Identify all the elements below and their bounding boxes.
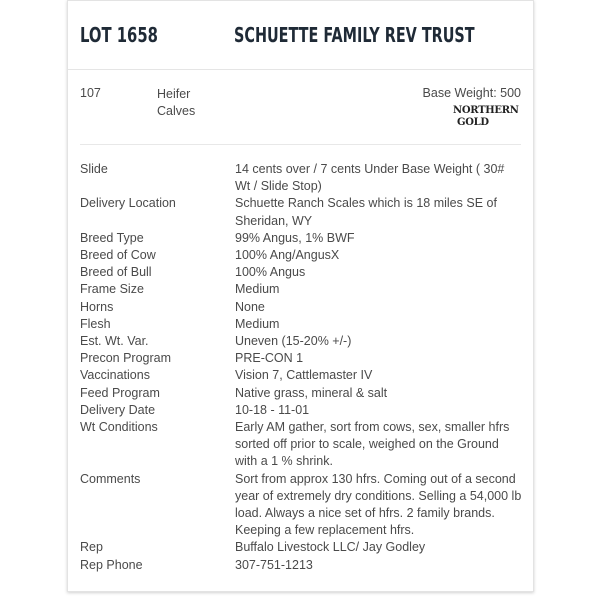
detail-label: Comments bbox=[80, 471, 141, 486]
detail-row bbox=[80, 471, 525, 540]
detail-value: 307-751-1213 bbox=[235, 557, 313, 572]
detail-value: PRE-CON 1 bbox=[235, 351, 304, 366]
detail-label: Vaccinations bbox=[80, 368, 150, 383]
detail-value: Schuette Ranch Scales which is 18 miles SE of Sheridan, WY bbox=[235, 196, 497, 228]
detail-label: Flesh bbox=[80, 316, 111, 331]
lot-header bbox=[68, 1, 533, 70]
detail-label: Delivery Location bbox=[80, 196, 176, 211]
lot-number: LOT 1658 bbox=[80, 23, 158, 47]
detail-row bbox=[80, 333, 525, 350]
detail-value: 14 cents over / 7 cents Under Base Weight ( 30# Wt / Slide Stop) bbox=[235, 162, 505, 194]
detail-row bbox=[80, 230, 525, 247]
detail-value: 99% Angus, 1% BWF bbox=[235, 230, 355, 245]
detail-label: Breed of Bull bbox=[80, 265, 152, 280]
detail-label: Feed Program bbox=[80, 385, 160, 400]
detail-label: Breed of Cow bbox=[80, 248, 156, 263]
detail-value: Early AM gather, sort from cows, sex, smaller hfrs sorted off prior to scale, weighed on the Ground with a 1 % shrink. bbox=[235, 420, 510, 469]
lot-summary bbox=[68, 70, 533, 147]
detail-value: None bbox=[235, 299, 265, 314]
detail-value: Sort from approx 130 hfrs. Coming out of a second year of extremely dry conditions. Selling a 54,000 lb load. Always a nice set of hfrs. 2 family brands. Keeping a few replacement hfrs. bbox=[235, 471, 522, 538]
cattle-class: Heifer Calves bbox=[157, 87, 196, 118]
detail-label: Delivery Date bbox=[80, 402, 156, 417]
detail-value: 10-18 - 11-01 bbox=[235, 402, 310, 417]
detail-row bbox=[80, 402, 525, 419]
detail-label: Breed Type bbox=[80, 230, 144, 245]
detail-value: Uneven (15-20% +/-) bbox=[235, 334, 352, 349]
detail-row bbox=[80, 367, 525, 384]
summary-divider bbox=[80, 144, 521, 145]
logo-line2: GOLD bbox=[457, 117, 489, 128]
base-weight: Base Weight: 500 bbox=[422, 86, 521, 100]
lot-card bbox=[67, 0, 534, 592]
detail-row bbox=[80, 419, 525, 471]
detail-value: Medium bbox=[235, 282, 280, 297]
lot-details bbox=[80, 161, 525, 574]
detail-label: Horns bbox=[80, 299, 114, 314]
detail-row bbox=[80, 195, 525, 229]
detail-row bbox=[80, 281, 525, 298]
detail-row bbox=[80, 350, 525, 367]
detail-value: 100% Ang/AngusX bbox=[235, 248, 340, 263]
northern-gold-logo-icon bbox=[449, 102, 521, 128]
detail-label: Est. Wt. Var. bbox=[80, 334, 149, 349]
detail-row bbox=[80, 161, 525, 195]
detail-label: Wt Conditions bbox=[80, 420, 158, 435]
detail-label: Slide bbox=[80, 162, 108, 176]
consignor-name: SCHUETTE FAMILY REV TRUST bbox=[234, 23, 475, 47]
detail-value: Vision 7, Cattlemaster IV bbox=[235, 368, 373, 383]
detail-label: Rep Phone bbox=[80, 557, 143, 572]
detail-value: 100% Angus bbox=[235, 265, 306, 280]
detail-row bbox=[80, 539, 525, 556]
detail-label: Frame Size bbox=[80, 282, 144, 297]
detail-row bbox=[80, 316, 525, 333]
detail-value: Native grass, mineral & salt bbox=[235, 385, 388, 400]
logo-line1: NORTHERN bbox=[453, 105, 519, 116]
head-count: 107 bbox=[80, 86, 101, 100]
detail-row bbox=[80, 247, 525, 264]
detail-row bbox=[80, 299, 525, 316]
detail-value: Medium bbox=[235, 316, 280, 331]
detail-row bbox=[80, 385, 525, 402]
detail-label: Rep bbox=[80, 540, 103, 555]
detail-row bbox=[80, 264, 525, 281]
detail-row bbox=[80, 557, 525, 574]
detail-value: Buffalo Livestock LLC/ Jay Godley bbox=[235, 540, 426, 555]
detail-label: Precon Program bbox=[80, 351, 172, 366]
